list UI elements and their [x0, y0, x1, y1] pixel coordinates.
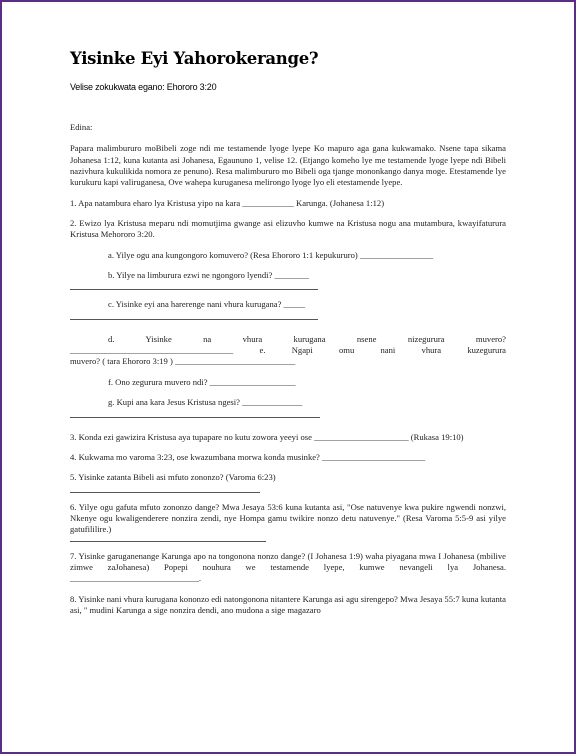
question-6: 6. Yilye ogu gafuta mfuto zononzo dange? Mwa Jesaya 53:6 kuna kutanta asi, "Ose natuvenye kwa pukire ngwendi nonzwi, Nkenye ogu kwaligenderere nonzira zendi, nye Hompa gamu twikire nonzo detu natuvenye." (Resa Varoma 5:5-9 asi yilye gatufililire.) [70, 501, 506, 535]
question-2b: b. Yilye na limburura ezwi ne ngongoro lyendi? ________ [108, 270, 309, 281]
question-2c: c. Yisinke eyi ana harerenge nani vhura kurugana? _____ [108, 299, 306, 310]
answer-line-2b[interactable] [70, 289, 318, 290]
greeting: Edina: [70, 122, 93, 132]
question-2d: d. Yisinke na vhura kurugana nsene nizegurura muvero? [108, 333, 506, 344]
answer-line-6[interactable] [70, 541, 266, 542]
question-2a: a. Yilye ogu ana kungongoro komuvero? (Resa Ehororo 1:1 kepukururo) _________________ [108, 249, 433, 260]
answer-line-5[interactable] [70, 492, 260, 493]
question-2f: f. Ono zegurura muvero ndi? ____________________ [108, 376, 296, 387]
worksheet-body [70, 122, 506, 616]
question-2: 2. Ewizo lya Kristusa meparu ndi momutjima gwange asi elizuvho kumwe na Kristusa nogu ana mutambura, kwayifaturura Kristusa Mehororo 3:20. [70, 218, 506, 240]
question-4: 4. Kukwama mo varoma 3:23, ose kwazumbana morwa konda musinke? ________________________ [70, 451, 426, 462]
question-2g: g. Kupi ana kara Jesus Kristusa ngesi? ______________ [108, 397, 303, 408]
question-7: 7. Yisinke garuganenange Karunga apo na tongonona nonzo dange? (I Johanesa 1:9) waha piyagana mwa I Johanesa (mbilive zimwe zaJohanesa) Popepi nouhura we testamende lyepe, kumwe nevangeli lya Johanesa. ______________________________. [70, 550, 506, 584]
page-subtitle: Velise zokukwata egano: Ehororo 3:20 [70, 82, 217, 92]
question-2e: ______________________________________ e. Ngapi omu nani vhura kuzegurura [70, 345, 506, 356]
answer-line-2c[interactable] [70, 319, 318, 320]
question-3: 3. Konda ezi gawizira Kristusa aya tupapare no kutu zowora yeeyi ose ______________________ (Rukasa 19:10) [70, 431, 464, 442]
question-2e-continued: muvero? ( tara Ehororo 3:19 ) ____________________________ [70, 356, 296, 367]
answer-line-2g[interactable] [70, 417, 320, 418]
question-8: 8. Yisinke nani vhura kurugana kononzo edi natongonona nitantere Karunga asi agu sirengepo? Mwa Jesaya 55:7 kuna kutanta asi, " mudini Karunga a sige nonzira dendi, ano mudona a sige magazaro [70, 593, 506, 615]
question-1: 1. Apa natambura eharo lya Kristusa yipo na kara ____________ Karunga. (Johanesa 1:12) [70, 197, 385, 208]
page-title: Yisinke Eyi Yahorokerange? [70, 49, 319, 68]
intro-paragraph: Papara malimbururo moBibeli zoge ndi me testamende lyoge lyepe Ko mapuro aga gana kukwamako. Nsene tapa sikama Johanesa 1:12, kuna kutanta asi Johanesa, Egaununo 1, velise 12. (Etjango komeho lye me testamende lyoge lyepe ndi Bibeli nazivhura kukulikida nomora ze penuno). Resa malimbururo mo Bibeli oga tjange mononkango danya moge. Etestamende lye kurukuru kapi valiruganesa, Ove wahepa kuruganesa melirongo lyoge lyo eli etestamende lyepe. [70, 143, 506, 188]
question-5: 5. Yisinke zatanta Bibeli asi mfuto zononzo? (Varoma 6:23) [70, 472, 276, 483]
